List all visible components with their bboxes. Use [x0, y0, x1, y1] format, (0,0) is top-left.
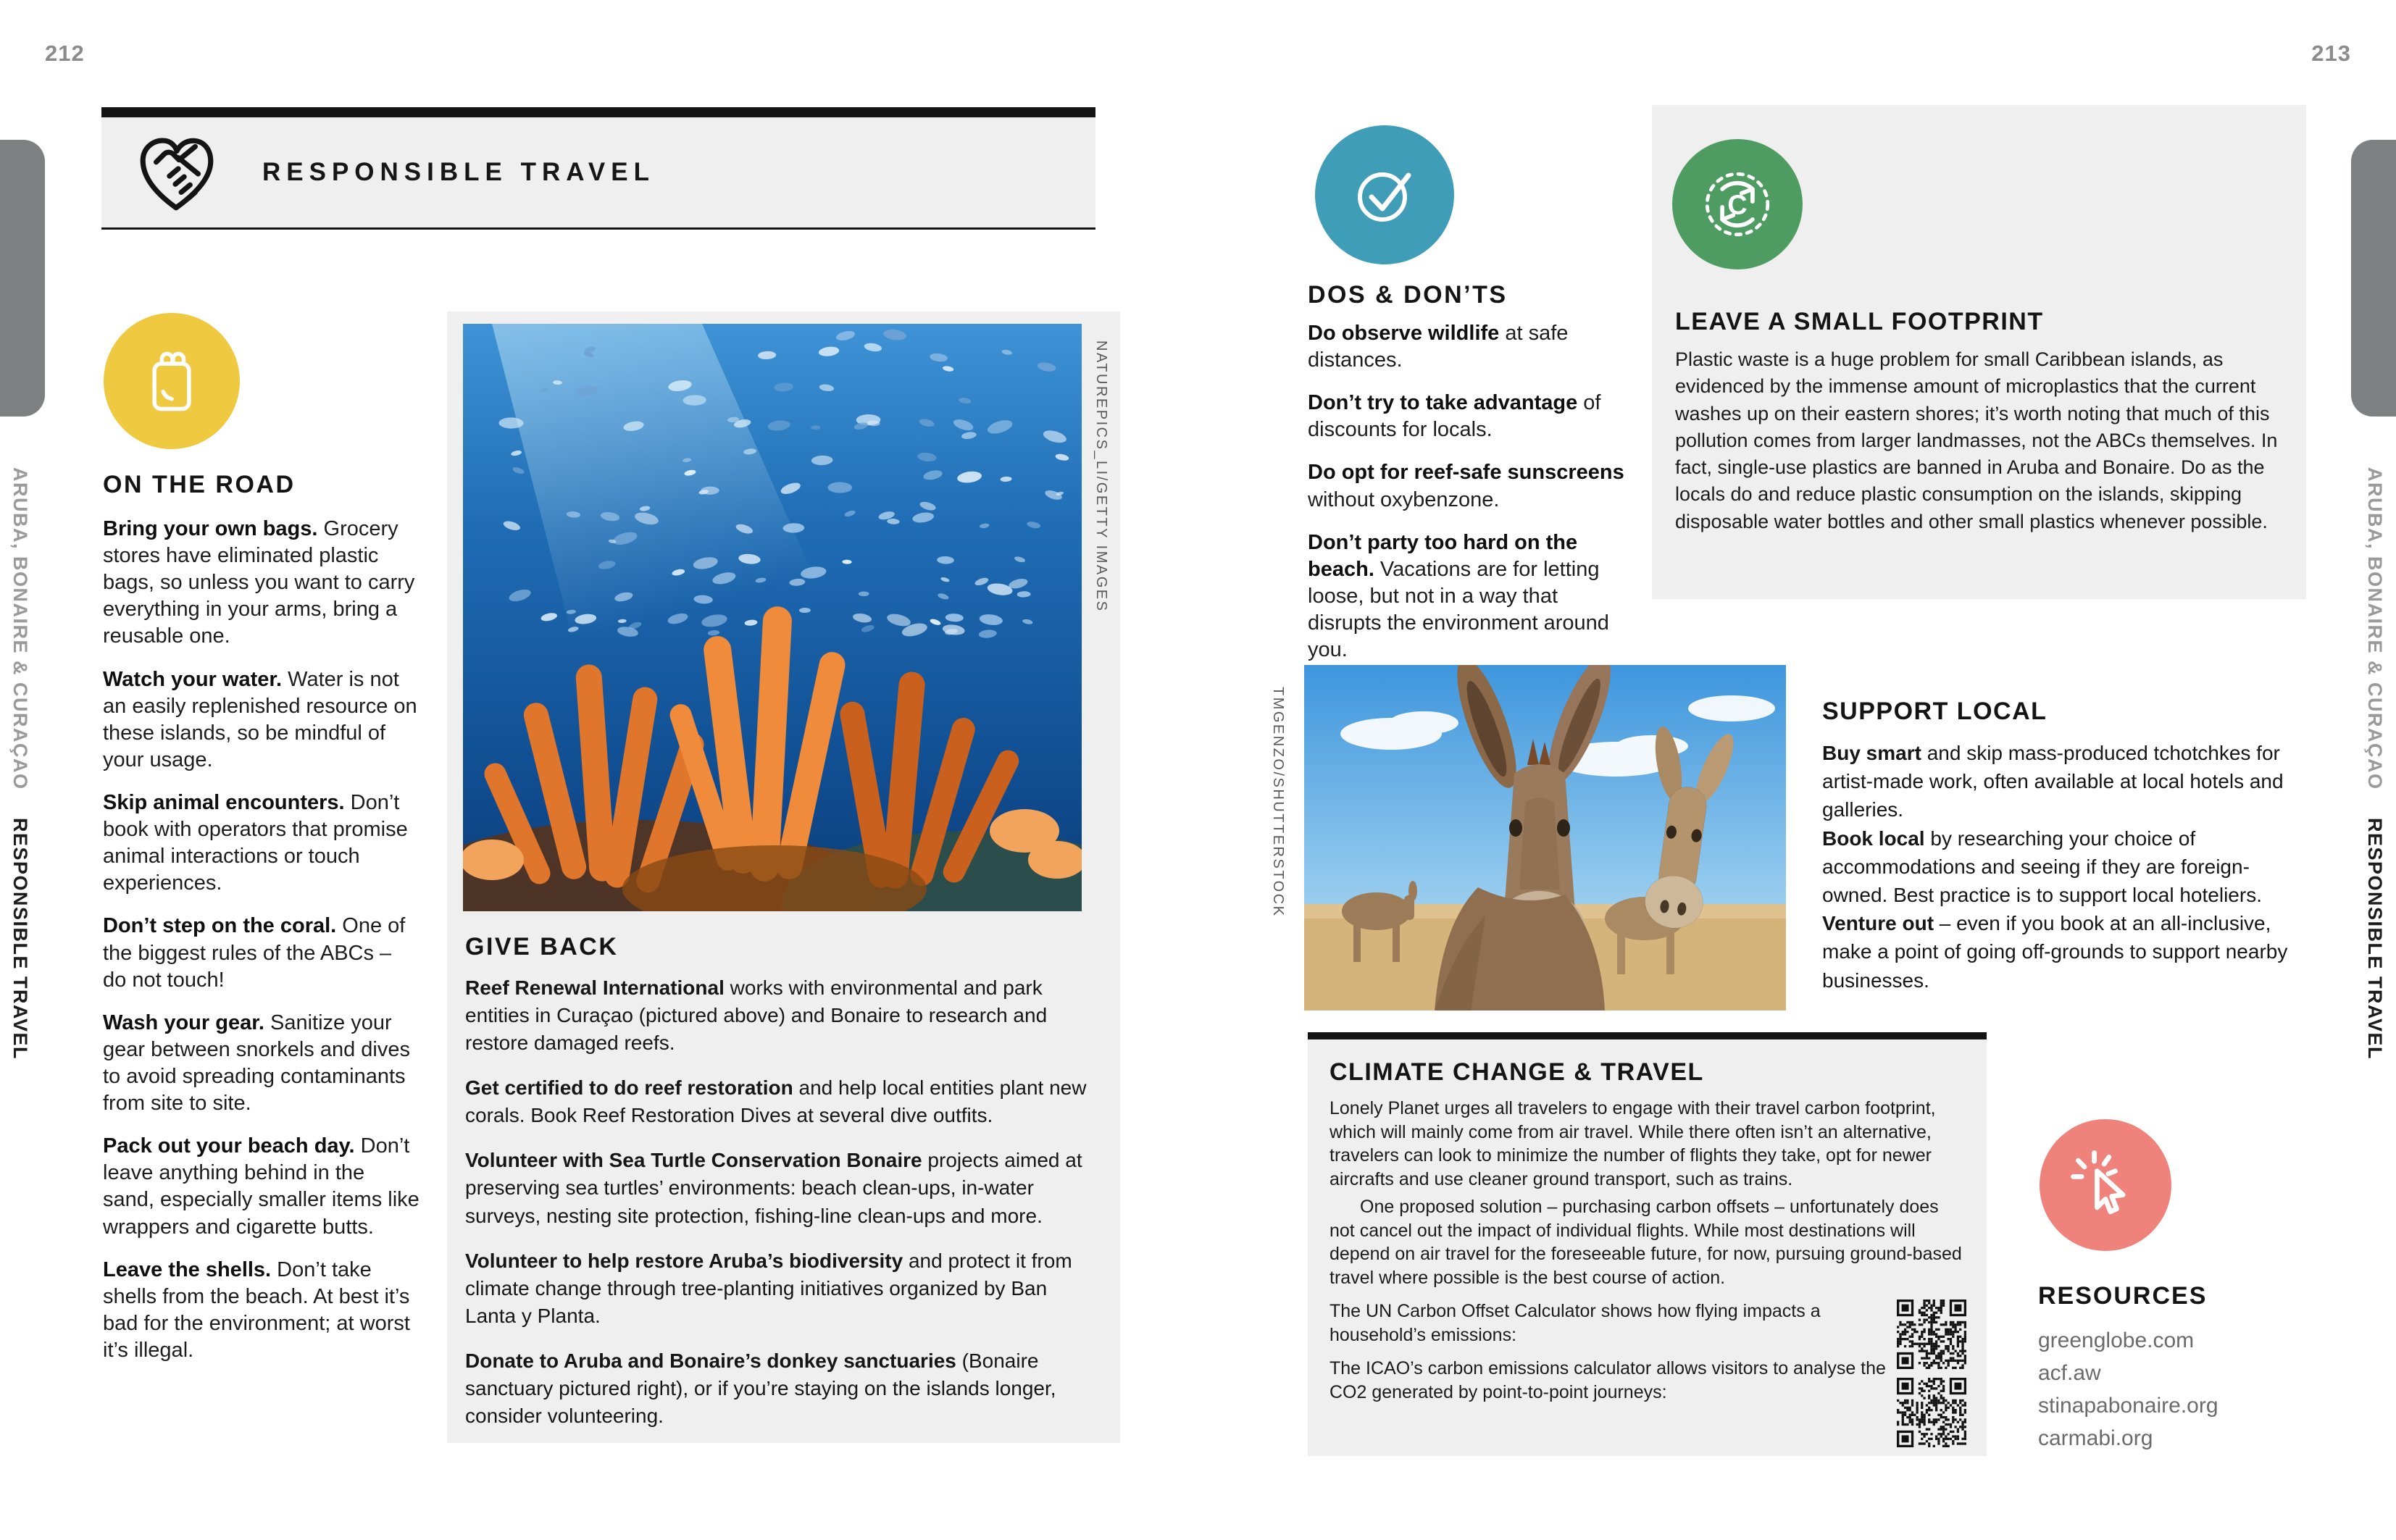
svg-text:C: C: [1727, 190, 1748, 221]
cursor-click-icon: [2040, 1119, 2171, 1251]
right-edge-tab: [2351, 140, 2396, 417]
dos-donts-item: Do observe wildlife at safe distances.: [1308, 322, 1569, 372]
tip-item: Wash your gear. Sanitize your gear between snorkels and dives to avoid spreading contaminants from site to site.: [103, 1010, 410, 1116]
dos-donts-item: Don’t party too hard on the beach. Vacations are for letting loose, but not in a way that disrupts the environment around you.: [1308, 530, 1609, 662]
support-local-heading: SUPPORT LOCAL: [1822, 698, 2048, 725]
tip-item: Bring your own bags. Grocery stores have eliminated plastic bags, so unless you want to carry everything in your arms, bring a reusable one.: [103, 517, 415, 648]
check-circle-icon: [1315, 125, 1454, 264]
coral-photo-credit: NATUREPICS_LI/GETTY IMAGES: [1093, 340, 1109, 613]
donkey-photo-credit: TMGENZO/SHUTTERSTOCK: [1270, 687, 1286, 918]
tip-item: Watch your water. Water is not an easily replenished resource on these islands, so be mindful of your usage.: [103, 667, 417, 771]
recycle-arrows-icon: [1672, 139, 1803, 269]
climate-paragraph-1: Lonely Planet urges all travelers to engage with their travel carbon footprint, which will mainly come from air travel. While there often isn’t an alternative, travelers can look to minimize the number of flights they take, opt for newer aircrafts and use cleaner ground transport, such as trains.: [1330, 1098, 1936, 1189]
give-back-list: [465, 974, 1101, 1447]
donkey-photo: [1304, 665, 1786, 1010]
climate-qr-caption: The UN Carbon Offset Calculator shows how flying impacts a household’s emissions:: [1330, 1301, 1821, 1345]
climate-qr-caption: The ICAO’s carbon emissions calculator allows visitors to analyse the CO2 generated by point-to-point journeys:: [1330, 1358, 1886, 1402]
resources-links: [2038, 1324, 2218, 1455]
right-edge-title: [2363, 467, 2386, 1060]
handshake-heart-icon: [132, 128, 220, 217]
tip-item: Pack out your beach day. Don’t leave anything behind in the sand, especially smaller items like wrappers and cigarette butts.: [103, 1134, 419, 1239]
page-number-left: 212: [45, 41, 85, 66]
left-edge-tab: [0, 140, 45, 417]
tip-item: Skip animal encounters. Don’t book with operators that promise animal interactions or touch experiences.: [103, 790, 408, 895]
dos-donts-heading: DOS & DON’TS: [1308, 281, 1508, 309]
resources-heading: RESOURCES: [2038, 1282, 2208, 1310]
footprint-body: Plastic waste is a huge problem for small Caribbean islands, as evidenced by the immense amount of microplastics that the current washes up on their eastern shores; it’s worth noting that much of this pollution comes from larger landmasses, not the ABCs themselves. In fact, single-use plastics are banned in Aruba and Bonaire. Do as the locals do and reduce plastic consumption on the islands, skipping disposable water bottles and other small plastics whenever possible.: [1675, 348, 2278, 532]
page-number-right: 213: [2311, 41, 2351, 66]
on-the-road-heading: ON THE ROAD: [103, 471, 296, 498]
give-back-item: Volunteer with Sea Turtle Conservation Bonaire projects aimed at preserving sea turtles’ environments: beach clean-ups, in-water surveys, nesting site protection, fishing-line clean-ups and more.: [465, 1149, 1082, 1227]
support-local-item: Book local by researching your choice of accommodations and seeing if they are foreign-owned. Best practice is to support local hoteliers.: [1822, 827, 2262, 906]
give-back-item: Get certified to do reef restoration and help local entities plant new corals. Book Reef Restoration Dives at several dive outfits.: [465, 1076, 1087, 1127]
give-back-item: Reef Renewal International works with environmental and park entities in Curaçao (pictured above) and Bonaire to research and restore damaged reefs.: [465, 976, 1048, 1055]
footprint-heading: LEAVE A SMALL FOOTPRINT: [1675, 308, 2044, 335]
climate-qr-texts: [1330, 1300, 1891, 1447]
on-the-road-list: [103, 516, 420, 1380]
climate-paragraph-2: One proposed solution – purchasing carbon offsets – unfortunately does not cancel out the impact of individual flights. While most destinations will depend on air travel for the foreseeable future, for now, pursuing ground-based travel where possible is the best course of action.: [1330, 1197, 1962, 1288]
dos-donts-item: Do opt for reef-safe sunscreens without oxybenzone.: [1308, 461, 1624, 511]
resource-link: acf.aw: [2038, 1361, 2101, 1385]
plastic-bag-icon: [104, 313, 240, 449]
left-edge-title: [9, 467, 31, 1060]
dos-donts-list: [1308, 320, 1625, 679]
edge-section-label: RESPONSIBLE TRAVEL: [2364, 817, 2386, 1060]
climate-heading: CLIMATE CHANGE & TRAVEL: [1330, 1058, 1704, 1086]
dos-donts-item: Don’t try to take advantage of discounts for locals.: [1308, 391, 1601, 442]
edge-section-label: RESPONSIBLE TRAVEL: [9, 817, 31, 1060]
qr-code-un-calculator: [1897, 1300, 1966, 1369]
tip-item: Don’t step on the coral. One of the biggest rules of the ABCs – do not touch!: [103, 914, 406, 992]
resource-link: carmabi.org: [2038, 1426, 2153, 1450]
resource-link: stinapabonaire.org: [2038, 1394, 2218, 1418]
resource-link: greenglobe.com: [2038, 1328, 2195, 1352]
support-local-item: Venture out – even if you book at an all-inclusive, make a point of going off-grounds to support nearby businesses.: [1822, 912, 2288, 992]
support-local-list: [1822, 739, 2315, 995]
chapter-header: [101, 107, 1095, 230]
coral-reef-photo: [463, 324, 1082, 911]
give-back-item: Volunteer to help restore Aruba’s biodiversity and protect it from climate change through tree-planting initiatives organized by Ban Lanta y Planta.: [465, 1249, 1072, 1327]
edge-region-label: ARUBA, BONAIRE & CURAÇAO: [2364, 467, 2386, 790]
support-local-item: Buy smart and skip mass-produced tchotchkes for artist-made work, often available at local hotels and galleries.: [1822, 742, 2284, 821]
climate-change-panel: [1308, 1032, 1987, 1456]
give-back-heading: GIVE BACK: [465, 933, 619, 961]
edge-region-label: ARUBA, BONAIRE & CURAÇAO: [9, 467, 31, 790]
give-back-item: Donate to Aruba and Bonaire’s donkey sanctuaries (Bonaire sanctuary pictured right), or if you’re staying on the islands longer, consider volunteering.: [465, 1349, 1056, 1428]
chapter-title: RESPONSIBLE TRAVEL: [262, 158, 656, 186]
qr-code-icao-calculator: [1897, 1378, 1966, 1447]
tip-item: Leave the shells. Don’t take shells from the beach. At best it’s bad for the environment; at worst it’s illegal.: [103, 1257, 410, 1362]
